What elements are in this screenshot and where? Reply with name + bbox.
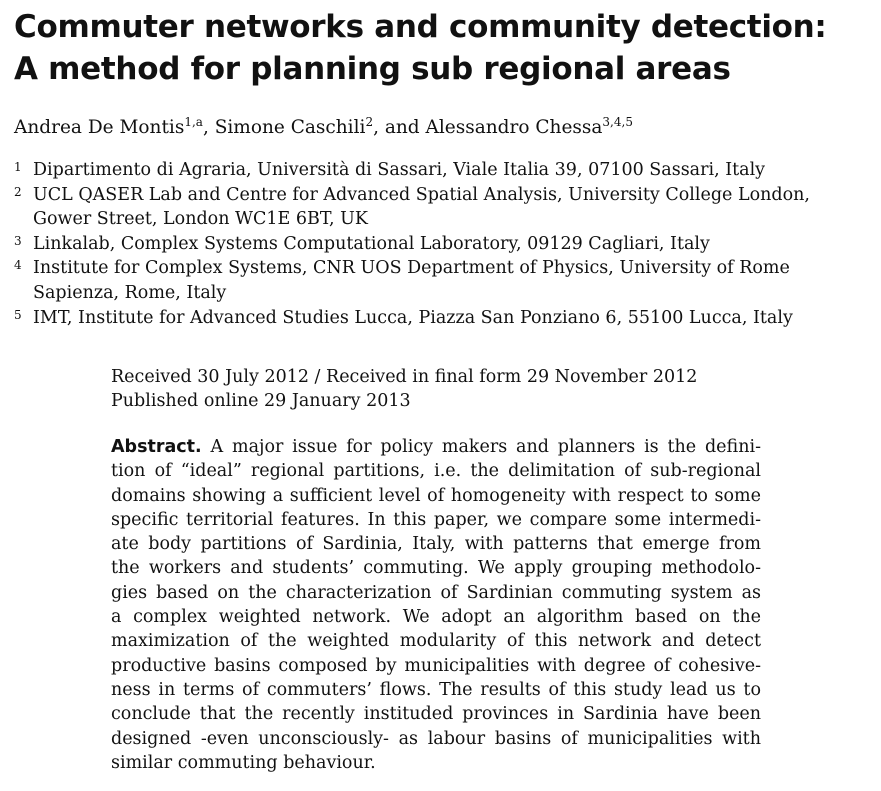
- affiliation: [14, 232, 864, 257]
- affiliation: [14, 306, 864, 331]
- abstract-line: productive basins composed by municipalities with degree of cohesive-: [111, 655, 761, 676]
- affiliation-text: [33, 232, 864, 257]
- author-name: Andrea De Montis: [14, 117, 185, 138]
- author-name: Simone Caschili: [214, 117, 366, 138]
- abstract-line: maximization of the weighted modularity of this network and detect: [111, 631, 761, 652]
- affiliation-text: [33, 256, 864, 305]
- abstract-line: tion of “ideal” regional partitions, i.e. the delimitation of sub-regional: [111, 461, 761, 482]
- abstract-line: a complex weighted network. We adopt an algorithm based on the: [111, 607, 761, 628]
- affiliation-number: 4: [14, 258, 22, 273]
- published-date: Published online 29 January 2013: [111, 391, 411, 411]
- abstract-line: the workers and students’ commuting. We apply grouping methodolo-: [111, 558, 761, 579]
- affiliation-line: Sapienza, Rome, Italy: [33, 282, 227, 303]
- author-separator: ,: [202, 117, 215, 138]
- affiliation-number: 1: [14, 160, 22, 174]
- affiliation-number: 3: [14, 233, 22, 248]
- abstract-label: Abstract.: [111, 437, 202, 457]
- author-affiliation-marker: 3,4,5: [602, 115, 633, 129]
- abstract: [111, 435, 761, 775]
- author-name: Alessandro Chessa: [425, 117, 603, 138]
- abstract-line: designed -even unconsciously- as labour basins of municipalities with: [111, 728, 761, 749]
- title-line: A method for planning sub regional areas: [14, 51, 731, 87]
- author-affiliation-marker: 1,a: [184, 115, 203, 129]
- abstract-first-line-text: A major issue for policy makers and planners is the defini-: [210, 437, 761, 457]
- affiliation: [14, 158, 864, 183]
- affiliation-line: IMT, Institute for Advanced Studies Lucca, Piazza San Ponziano 6, 55100 Lucca, Italy: [33, 307, 793, 328]
- affiliation-line: Gower Street, London WC1E 6BT, UK: [33, 209, 368, 230]
- affiliation-number: 5: [14, 307, 22, 322]
- abstract-line: similar commuting behaviour.: [111, 752, 376, 773]
- title-line: Commuter networks and community detection:: [14, 9, 827, 45]
- abstract-line: gies based on the characterization of Sardinian commuting system as: [111, 582, 761, 603]
- paper-title: [14, 6, 874, 90]
- affiliation-line: UCL QASER Lab and Centre for Advanced Spatial Analysis, University College London,: [33, 184, 810, 205]
- publication-dates: [111, 365, 697, 413]
- affiliation-number: 2: [14, 184, 22, 199]
- affiliation-line: Linkalab, Complex Systems Computational Laboratory, 09129 Cagliari, Italy: [33, 233, 710, 254]
- abstract-line: specific territorial features. In this paper, we compare some intermedi-: [111, 509, 761, 530]
- abstract-line: conclude that the recently instituded provinces in Sardinia have been: [111, 704, 761, 725]
- affiliation-line: Institute for Complex Systems, CNR UOS Department of Physics, University of Rome: [33, 258, 790, 279]
- affiliation-text: [33, 183, 864, 232]
- abstract-line: ness in terms of commuters’ flows. The results of this study lead us to: [111, 679, 761, 700]
- affiliation: [14, 256, 864, 305]
- abstract-line: domains showing a sufficient level of homogeneity with respect to some: [111, 485, 761, 506]
- affiliation-line: Dipartimento di Agraria, Università di Sassari, Viale Italia 39, 07100 Sassari, Italy: [33, 160, 766, 180]
- affiliation: [14, 183, 864, 232]
- affiliation-text: [33, 306, 864, 331]
- abstract-line: [111, 435, 761, 459]
- received-dates: Received 30 July 2012 / Received in final form 29 November 2012: [111, 367, 698, 387]
- abstract-line: ate body partitions of Sardinia, Italy, with patterns that emerge from: [111, 534, 761, 555]
- affiliation-text: [33, 158, 864, 183]
- author-affiliation-marker: 2: [365, 115, 374, 129]
- author-separator: , and: [373, 117, 426, 138]
- affiliation-list: [14, 158, 864, 330]
- author-list: [14, 113, 633, 143]
